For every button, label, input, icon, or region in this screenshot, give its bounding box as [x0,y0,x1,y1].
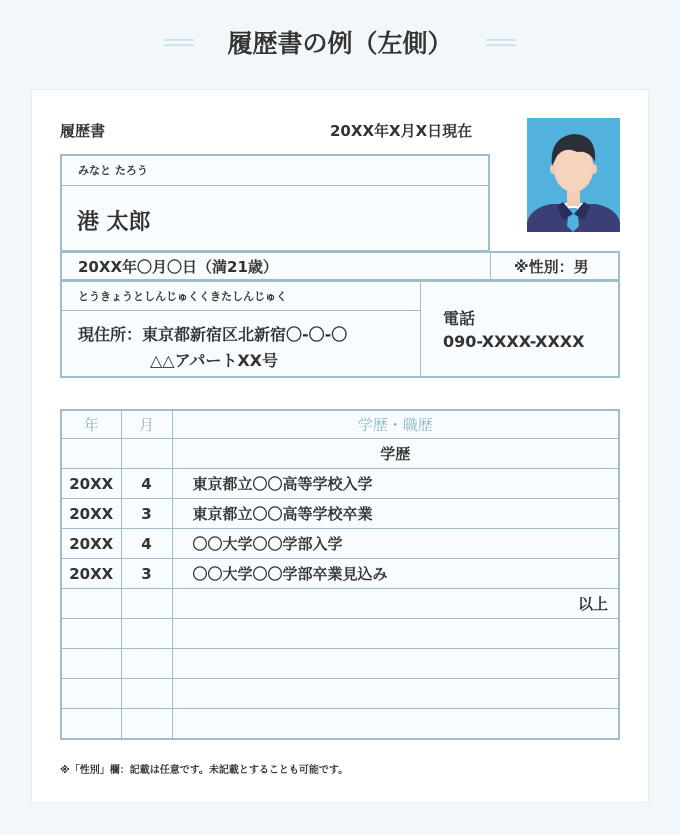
month-cell [121,649,172,679]
section-label: 学歴 [172,439,619,469]
address-divider [62,310,420,311]
year-cell [61,649,121,679]
year-header: 年 [61,410,121,439]
month-cell [121,709,172,740]
birth-date: 20XX年〇月〇日（満21歳） [78,258,278,276]
month-cell: 3 [121,559,172,589]
title-decoration-right [486,39,516,46]
photo-person-icon [527,118,620,232]
table-row [61,649,619,679]
page-title-area [0,26,680,66]
month-cell [121,439,172,469]
table-row [61,469,619,499]
content-cell: 〇〇大学〇〇学部卒業見込み [172,559,619,589]
resume-label: 履歴書 [60,122,106,140]
content-cell: 東京都立〇〇高等学校入学 [172,469,619,499]
year-cell [61,439,121,469]
phone-value: 090-XXXX-XXXX [443,332,585,351]
year-cell [61,679,121,709]
content-cell: 〇〇大学〇〇学部入学 [172,529,619,559]
phone-label: 電話 [443,309,476,328]
resume-date: 20XX年X月X日現在 [330,122,473,140]
month-header: 月 [121,410,172,439]
month-cell: 4 [121,529,172,559]
table-row [61,679,619,709]
name-divider [62,185,488,186]
end-label: 以上 [172,589,619,619]
month-cell [121,619,172,649]
year-cell [61,709,121,740]
page-title: 履歴書の例（左側） [227,29,453,58]
content-cell: 東京都立〇〇高等学校卒業 [172,499,619,529]
address-line1: 現住所：東京都新宿区北新宿〇-〇-〇 [78,325,348,344]
month-cell [121,679,172,709]
content-cell [172,649,619,679]
table-row [61,589,619,619]
table-row [61,559,619,589]
table-row [61,499,619,529]
name-furigana: みなと たろう [78,164,148,177]
footnote: ※「性別」欄：記載は任意です。未記載とすることも可能です。 [60,765,349,776]
history-header-row [61,410,619,439]
table-row [61,619,619,649]
history-table [60,409,620,740]
content-cell [172,709,619,740]
month-cell: 3 [121,499,172,529]
address-line2: △△アパートXX号 [150,351,279,370]
month-cell: 4 [121,469,172,499]
year-cell: 20XX [61,499,121,529]
content-cell [172,619,619,649]
year-cell [61,589,121,619]
name-value: 港 太郎 [77,210,151,235]
table-row [61,529,619,559]
phone-divider [420,282,421,376]
year-cell: 20XX [61,469,121,499]
table-row [61,439,619,469]
address-furigana: とうきょうとしんじゅくくきたしんじゅく [78,290,287,303]
month-cell [121,589,172,619]
year-cell [61,619,121,649]
content-cell [172,679,619,709]
table-row [61,709,619,740]
year-cell: 20XX [61,559,121,589]
content-header: 学歴・職歴 [172,410,619,439]
gender-value: ※性別：男 [514,258,589,276]
birth-divider [490,253,491,279]
year-cell: 20XX [61,529,121,559]
